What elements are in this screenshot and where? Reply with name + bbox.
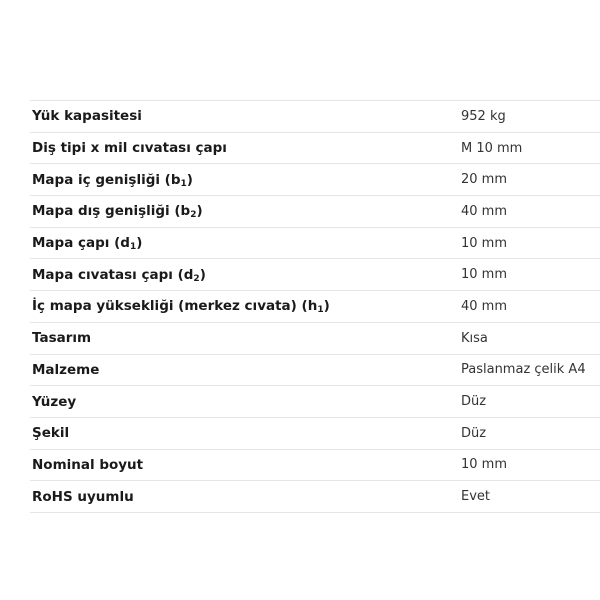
label-text: İç mapa yüksekliği (merkez cıvata) (h [32, 298, 318, 315]
spec-value: 40 mm [461, 203, 508, 219]
spec-label: Yük kapasitesi [32, 108, 142, 125]
spec-label: Diş tipi x mil cıvatası çapı [32, 140, 227, 157]
label-text: Mapa dış genişliği (b [32, 203, 191, 220]
spec-label: Şekil [32, 425, 70, 442]
label-subscript: 2 [190, 210, 197, 221]
spec-value: 20 mm [461, 172, 508, 188]
spec-label: RoHS uyumlu [32, 488, 134, 505]
spec-value: 10 mm [461, 267, 508, 283]
spec-row-rohs [30, 481, 600, 513]
label-text: Mapa iç genişliği (b [32, 171, 181, 188]
spec-row-inner-width [30, 164, 600, 196]
spec-label [30, 267, 461, 283]
spec-row-eye-diameter [30, 228, 600, 260]
spec-label [30, 235, 461, 251]
spec-value: 40 mm [461, 298, 508, 314]
label-text-end: ) [136, 235, 143, 252]
label-text: Mapa cıvatası çapı (d [32, 266, 194, 283]
spec-row-thread-type [30, 133, 600, 165]
spec-value: Paslanmaz çelik A4 [461, 362, 586, 378]
spec-table [30, 100, 600, 513]
spec-row-shape [30, 418, 600, 450]
spec-row-inner-height [30, 291, 600, 323]
spec-value: Düz [461, 425, 487, 441]
spec-value: 10 mm [461, 457, 508, 473]
spec-label: Nominal boyut [32, 456, 144, 473]
spec-value: 952 kg [461, 108, 506, 124]
spec-value: 10 mm [461, 235, 508, 251]
spec-row-load-capacity [30, 101, 600, 133]
spec-label: Yüzey [32, 393, 77, 410]
spec-row-material [30, 355, 600, 387]
spec-label [30, 298, 461, 314]
spec-row-outer-width [30, 196, 600, 228]
spec-label [30, 203, 461, 219]
label-subscript: 1 [129, 242, 137, 253]
label-subscript: 1 [317, 305, 324, 316]
label-text: Mapa çapı (d [32, 235, 130, 252]
spec-value: Evet [461, 489, 491, 505]
spec-row-bolt-diameter [30, 259, 600, 291]
spec-row-nominal-size [30, 450, 600, 482]
label-text-end: ) [323, 298, 330, 315]
spec-label: Tasarım [32, 330, 92, 347]
label-text-end: ) [199, 266, 206, 283]
spec-value: Düz [461, 394, 487, 410]
spec-row-design [30, 323, 600, 355]
label-text-end: ) [186, 171, 193, 188]
label-text-end: ) [196, 203, 203, 220]
spec-label: Malzeme [32, 361, 100, 378]
spec-row-surface [30, 386, 600, 418]
spec-label [30, 172, 461, 188]
spec-value: Kısa [461, 330, 488, 346]
label-subscript: 1 [180, 178, 187, 189]
label-subscript: 2 [193, 273, 200, 284]
spec-value: M 10 mm [461, 140, 523, 156]
